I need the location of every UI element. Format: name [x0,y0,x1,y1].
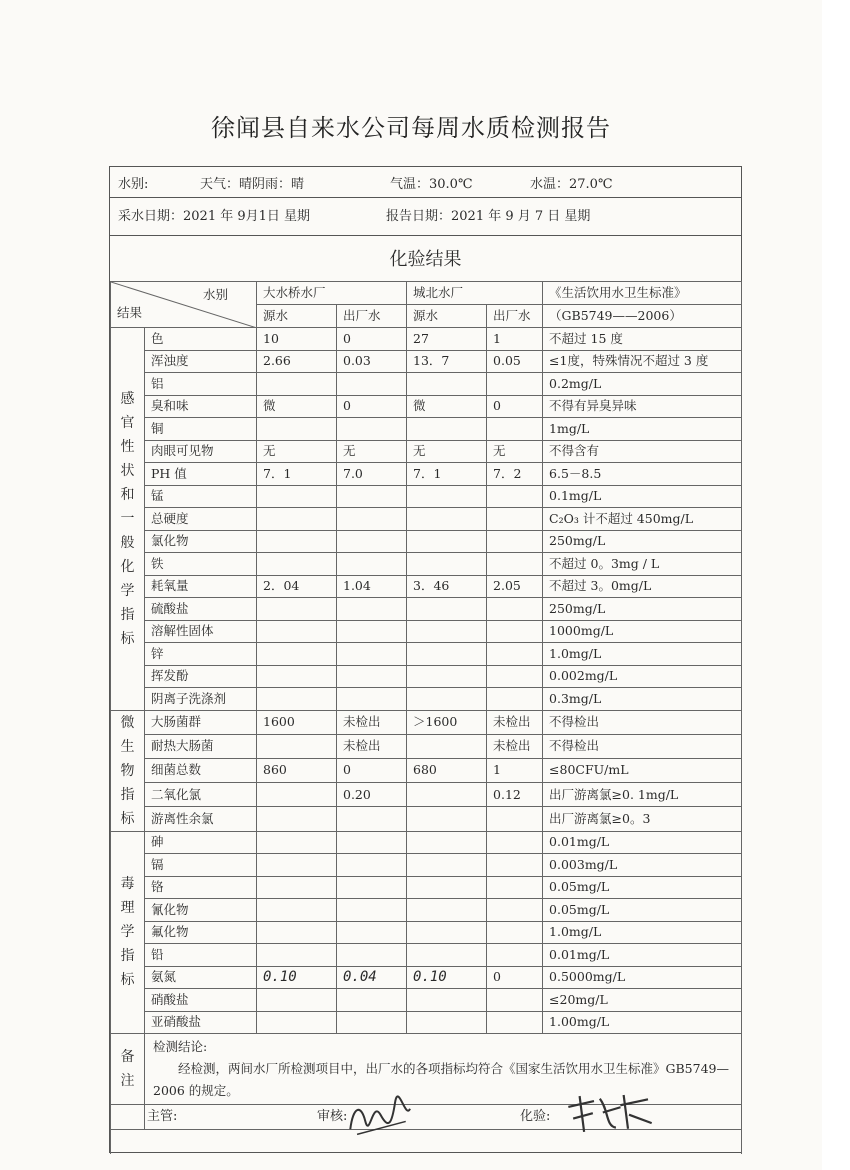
value-cell [487,899,543,922]
reviewer-label: 审核: [317,1109,348,1124]
value-cell [487,876,543,899]
value-cell: 860 [257,758,337,782]
table-row [111,854,742,877]
item-name: PH 值 [145,463,257,486]
value-cell [257,598,337,621]
standard-cell: 不超过 3。0mg/L [543,575,742,598]
standard-cell: ≤20mg/L [543,989,742,1012]
remark-label-cell [111,1034,145,1105]
value-cell: 7.0 [337,463,407,486]
value-cell [407,899,487,922]
item-name: 溶解性固体 [145,620,257,643]
value-cell: 0.12 [487,783,543,807]
standard-cell: 250mg/L [543,530,742,553]
standard-cell: 不超过 0。3mg / L [543,553,742,576]
value-cell: 无 [337,440,407,463]
value-cell: 未检出 [487,710,543,734]
table-row [111,598,742,621]
table-row [111,944,742,967]
value-cell: 无 [487,440,543,463]
value-cell: ＞1600 [407,710,487,734]
standard-cell: 0.002mg/L [543,665,742,688]
value-cell [407,373,487,396]
standard-cell: 0.3mg/L [543,688,742,711]
value-cell [257,620,337,643]
value-cell [257,688,337,711]
value-cell: 1 [487,758,543,782]
value-cell: 0.10 [257,966,337,989]
value-cell [407,620,487,643]
item-name: 亚硝酸盐 [145,1011,257,1034]
table-row [111,463,742,486]
results-table [110,281,742,1154]
value-cell [407,598,487,621]
standard-cell: ≤80CFU/mL [543,758,742,782]
plant2-source-header: 源水 [407,305,487,328]
value-cell [337,989,407,1012]
item-name: 总硬度 [145,508,257,531]
value-cell [487,921,543,944]
item-name: 二氧化氯 [145,783,257,807]
value-cell [407,831,487,854]
value-cell: 27 [407,328,487,351]
value-cell [407,807,487,831]
water-temp-text: 水温：27.0℃ [530,177,613,192]
plant2-header: 城北水厂 [407,282,543,305]
value-cell [487,553,543,576]
value-cell: 2.66 [257,350,337,373]
signature-spacer [111,1105,145,1130]
item-name: 浑浊度 [145,350,257,373]
value-cell [407,734,487,758]
value-cell: 7．1 [257,463,337,486]
table-row [111,485,742,508]
standard-cell: 不得检出 [543,734,742,758]
standard-cell: 0.01mg/L [543,944,742,967]
standard-cell: 出厂游离氯≥0. 1mg/L [543,783,742,807]
item-name: 硫酸盐 [145,598,257,621]
item-name: 镉 [145,854,257,877]
value-cell: 3．46 [407,575,487,598]
standard-cell: 1.0mg/L [543,643,742,666]
item-name: 挥发酚 [145,665,257,688]
weather-text: 天气：晴阴雨：晴 [200,177,305,192]
table-row [111,989,742,1012]
value-cell [487,807,543,831]
header-weather-row [110,173,741,195]
standard-cell: 1000mg/L [543,620,742,643]
value-cell [487,418,543,441]
result-header: 结果 [117,305,143,320]
standard-cell: 0.05mg/L [543,899,742,922]
value-cell [257,530,337,553]
value-cell [257,553,337,576]
standard-cell: 0.5000mg/L [543,966,742,989]
value-cell: 微 [407,395,487,418]
remark-heading: 检测结论: [153,1039,208,1054]
value-cell [257,989,337,1012]
standard-cell: 1.00mg/L [543,1011,742,1034]
value-cell [407,944,487,967]
value-cell [257,783,337,807]
table-row [111,440,742,463]
table-row [111,418,742,441]
item-name: 肉眼可见物 [145,440,257,463]
value-cell [337,553,407,576]
value-cell: 1.04 [337,575,407,598]
value-cell [257,665,337,688]
category-label: 毒理学指标 [120,876,135,989]
standard-cell: 不得有异臭异味 [543,395,742,418]
value-cell [337,921,407,944]
supervisor-label: 主管: [147,1109,178,1124]
remark-label: 备注 [120,1049,135,1089]
value-cell [487,373,543,396]
value-cell [257,944,337,967]
value-cell [257,734,337,758]
value-cell [407,854,487,877]
value-cell [407,665,487,688]
item-name: 耐热大肠菌 [145,734,257,758]
table-row [111,1011,742,1034]
value-cell: 0.05 [487,350,543,373]
value-cell: 0 [337,328,407,351]
value-cell [257,876,337,899]
value-cell: 0 [337,758,407,782]
air-temp-text: 气温：30.0℃ [390,177,473,192]
standard-cell: 出厂游离氯≥0。3 [543,807,742,831]
value-cell [407,876,487,899]
item-name: 氨氮 [145,966,257,989]
item-name: 游离性余氯 [145,807,257,831]
item-name: 阴离子洗涤剂 [145,688,257,711]
value-cell: 未检出 [337,710,407,734]
table-row [111,553,742,576]
item-name: 氯化物 [145,530,257,553]
table-row [111,758,742,782]
item-name: 氟化物 [145,921,257,944]
value-cell: 无 [257,440,337,463]
value-cell [257,831,337,854]
value-cell [407,1011,487,1034]
value-cell [257,921,337,944]
value-cell [257,643,337,666]
item-name: 耗氧量 [145,575,257,598]
value-cell [407,508,487,531]
value-cell [337,665,407,688]
value-cell [257,373,337,396]
value-cell [257,854,337,877]
value-cell [257,899,337,922]
value-cell [487,485,543,508]
value-cell [487,530,543,553]
category-label: 感官性状和一般化学指标 [120,390,135,647]
value-cell: 无 [407,440,487,463]
table-row [111,575,742,598]
value-cell [487,688,543,711]
item-name: 细菌总数 [145,758,257,782]
plant1-out-header: 出厂水 [337,305,407,328]
table-row [111,921,742,944]
value-cell [407,553,487,576]
value-cell [257,807,337,831]
category-cell [111,328,145,711]
plant1-header: 大水桥水厂 [257,282,407,305]
water-type-header: 水别 [202,287,228,302]
item-name: 铁 [145,553,257,576]
item-name: 硝酸盐 [145,989,257,1012]
value-cell [337,876,407,899]
table-row [111,876,742,899]
standard-cell: 0.003mg/L [543,854,742,877]
table-row [111,665,742,688]
table-row [111,966,742,989]
header-diagonal-cell [111,282,257,328]
item-name: 铝 [145,373,257,396]
table-row [111,783,742,807]
table-row [111,328,742,351]
value-cell: 10 [257,328,337,351]
standard-cell: 0.01mg/L [543,831,742,854]
value-cell: 0 [487,395,543,418]
value-cell [487,831,543,854]
table-row [111,395,742,418]
value-cell [337,598,407,621]
value-cell [487,1011,543,1034]
value-cell [257,485,337,508]
value-cell [487,508,543,531]
value-cell: 0 [487,966,543,989]
value-cell: 0.20 [337,783,407,807]
table-row [111,530,742,553]
value-cell: 1 [487,328,543,351]
value-cell [487,643,543,666]
value-cell: 13．7 [407,350,487,373]
header-date-row [110,205,741,227]
page-edge [822,0,850,1170]
item-name: 氰化物 [145,899,257,922]
value-cell [337,1011,407,1034]
value-cell [407,418,487,441]
value-cell [337,944,407,967]
value-cell: 0.04 [337,966,407,989]
value-cell [337,643,407,666]
value-cell [337,854,407,877]
standard-cell: 250mg/L [543,598,742,621]
value-cell: 0 [337,395,407,418]
value-cell [487,620,543,643]
value-cell [337,831,407,854]
item-name: 色 [145,328,257,351]
standard-cell: 1mg/L [543,418,742,441]
report-date: 报告日期：2021 年 9 月 7 日 星期 [386,209,591,224]
value-cell [407,783,487,807]
standard-cell: 0.1mg/L [543,485,742,508]
item-name: 锌 [145,643,257,666]
value-cell [487,989,543,1012]
standard-cell: C₂O₃ 计不超过 450mg/L [543,508,742,531]
item-name: 砷 [145,831,257,854]
standard-cell: 1.0mg/L [543,921,742,944]
plant1-source-header: 源水 [257,305,337,328]
water-type-label: 水别: [118,177,149,192]
value-cell [337,530,407,553]
value-cell: 1600 [257,710,337,734]
table-row [111,350,742,373]
table-row [111,620,742,643]
item-name: 大肠菌群 [145,710,257,734]
standard-cell: ≤1度，特殊情况不超过 3 度 [543,350,742,373]
table-row [111,734,742,758]
standard-cell: 0.05mg/L [543,876,742,899]
value-cell: 680 [407,758,487,782]
value-cell [407,643,487,666]
standard-cell: 不得检出 [543,710,742,734]
standard-header-2: （GB5749——2006） [543,305,742,328]
item-name: 铜 [145,418,257,441]
table-row [111,508,742,531]
value-cell: 7．1 [407,463,487,486]
item-name: 臭和味 [145,395,257,418]
table-row [111,710,742,734]
standard-cell: 6.5－8.5 [543,463,742,486]
divider [110,235,741,236]
item-name: 铅 [145,944,257,967]
value-cell [407,485,487,508]
standard-cell: 不得含有 [543,440,742,463]
category-cell [111,831,145,1034]
reviewer-signature [342,1090,418,1145]
table-row [111,807,742,831]
table-row [111,899,742,922]
value-cell [337,418,407,441]
remark-text: 经检测，两间水厂所检测项目中，出厂水的各项指标均符合《国家生活饮用水卫生标准》GB5749—2006 的规定。 [153,1061,729,1098]
table-row [111,688,742,711]
value-cell: 0.03 [337,350,407,373]
value-cell [487,665,543,688]
table-row [111,831,742,854]
item-name: 锰 [145,485,257,508]
value-cell [337,688,407,711]
divider [110,197,741,198]
value-cell: 微 [257,395,337,418]
category-cell [111,710,145,831]
value-cell [407,989,487,1012]
standard-cell: 0.2mg/L [543,373,742,396]
table-row [111,643,742,666]
standard-header-1: 《生活饮用水卫生标准》 [543,282,742,305]
value-cell [337,373,407,396]
value-cell [487,598,543,621]
value-cell [337,508,407,531]
item-name: 铬 [145,876,257,899]
value-cell: 未检出 [487,734,543,758]
value-cell [257,1011,337,1034]
value-cell [407,921,487,944]
value-cell [487,944,543,967]
value-cell: 2.05 [487,575,543,598]
value-cell: 未检出 [337,734,407,758]
tester-label: 化验: [520,1109,551,1124]
value-cell [337,807,407,831]
report-title: 徐闻县自来水公司每周水质检测报告 [211,114,611,142]
section-title: 化验结果 [389,249,462,270]
value-cell [337,485,407,508]
tester-signature [563,1087,656,1143]
value-cell: 7．2 [487,463,543,486]
value-cell [257,418,337,441]
value-cell [407,530,487,553]
value-cell [407,688,487,711]
report-frame [109,166,742,1153]
value-cell [337,899,407,922]
standard-cell: 不超过 15 度 [543,328,742,351]
table-row [111,373,742,396]
value-cell [487,854,543,877]
value-cell: 0.10 [407,966,487,989]
sample-date: 采水日期：2021 年 9月1日 星期 [118,209,311,224]
category-label: 微生物指标 [120,714,135,827]
plant2-out-header: 出厂水 [487,305,543,328]
value-cell [337,620,407,643]
value-cell: 2．04 [257,575,337,598]
value-cell [257,508,337,531]
